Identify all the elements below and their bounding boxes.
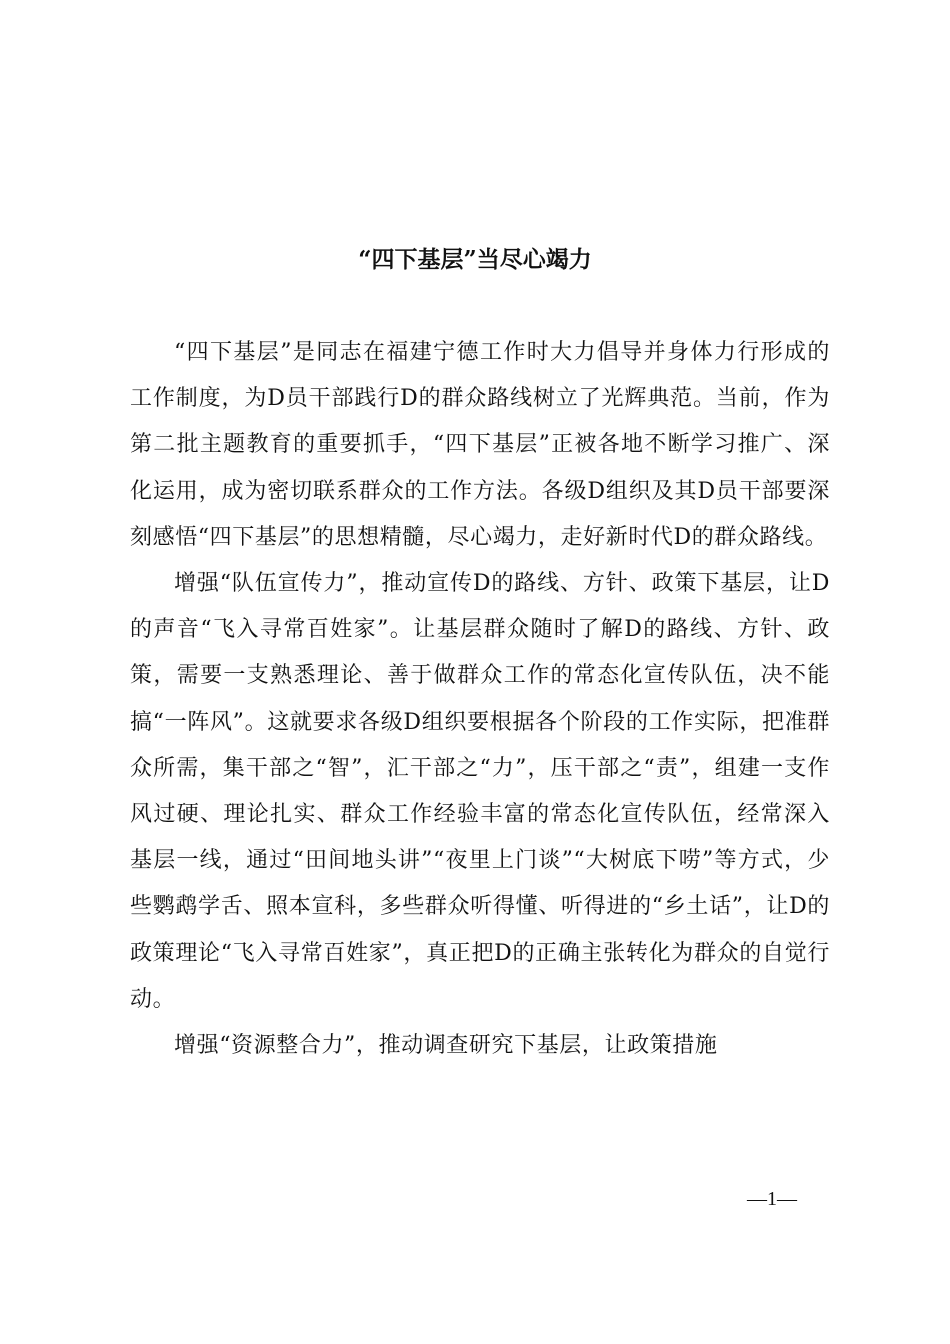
paragraph: “四下基层”是同志在福建宁德工作时大力倡导并身体力行形成的工作制度，为D员干部践行D的群众路线树立了光辉典范。当前，作为第二批主题教育的重要抓手，“四下基层”正被各地不断学习推广、深化运用，成为密切联系群众的工作方法。各级D组织及其D员干部要深刻感悟“四下基层”的思想精髓，尽心竭力，走好新时代D的群众路线。 — [130, 340, 830, 550]
page-title: “四下基层”当尽心竭力 — [358, 246, 592, 273]
paragraph: 增强“队伍宣传力”，推动宣传D的路线、方针、政策下基层，让D的声音“飞入寻常百姓家”。让基层群众随时了解D的路线、方针、政策，需要一支熟悉理论、善于做群众工作的常态化宣传队伍，决不能搞“一阵风”。这就要求各级D组织要根据各个阶段的工作实际，把准群众所需，集干部之“智”，汇干部之“力”，压干部之“责”，组建一支作风过硬、理论扎实、群众工作经验丰富的常态化宣传队伍，经常深入基层一线，通过“田间地头讲”“夜里上门谈”“大树底下唠”等方式，少些鹦鹉学舌、照本宣科，多些群众听得懂、听得进的“乡土话”，让D的政策理论“飞入寻常百姓家”，真正把D的正确主张转化为群众的自觉行动。 — [130, 571, 830, 1012]
paragraph: 增强“资源整合力”，推动调查研究下基层，让政策措施 — [174, 1033, 718, 1059]
page-number: —1— — [747, 1188, 797, 1210]
document-body — [130, 330, 830, 1069]
